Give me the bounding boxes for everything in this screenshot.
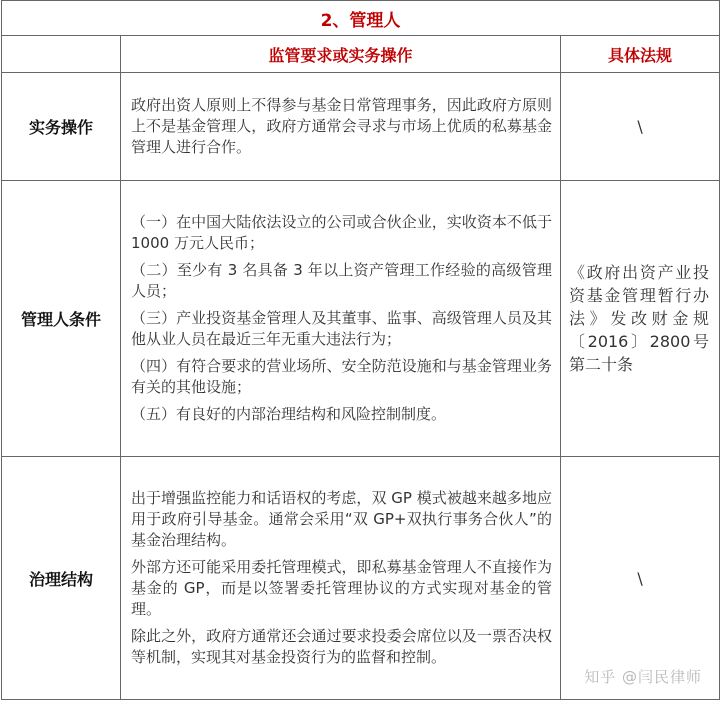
table-row (2, 73, 720, 181)
row-content (121, 457, 561, 700)
row-content (121, 73, 561, 181)
header-requirements: 监管要求或实务操作 (121, 36, 561, 73)
header-regulations: 具体法规 (561, 36, 720, 73)
paragraph: （四）有符合要求的营业场所、安全防范设施和与基金管理业务有关的其他设施； (131, 357, 552, 396)
paragraph: （三）产业投资基金管理人及其董事、监事、高级管理人员及其他从业人员在最近三年无重大违法行为； (131, 309, 552, 348)
manager-table (1, 0, 720, 700)
paragraph: 除此之外，政府方通常还会通过要求投委会席位以及一票否决权等机制，实现其对基金投资行为的监督和控制。 (131, 627, 552, 666)
paragraph: （五）有良好的内部治理结构和风险控制制度。 (131, 405, 447, 423)
paragraph: （二）至少有 3 名具备 3 年以上资产管理工作经验的高级管理人员； (131, 261, 552, 300)
paragraph: （一）在中国大陆依法设立的公司或合伙企业，实收资本不低于 1000 万元人民币； (131, 213, 552, 252)
watermark: 知乎 @闫民律师 (584, 668, 702, 686)
title-row (2, 1, 720, 36)
header-row (2, 36, 720, 73)
row-content (121, 181, 561, 457)
row-label: 管理人条件 (2, 181, 121, 457)
paragraph: 政府出资人原则上不得参与基金日常管理事务，因此政府方原则上不是基金管理人，政府方通常会寻求与市场上优质的私募基金管理人进行合作。 (131, 96, 552, 156)
table-title: 2、管理人 (2, 1, 720, 36)
header-empty-cell (2, 36, 121, 73)
row-law: \ (561, 457, 720, 700)
table-row (2, 181, 720, 457)
row-law: \ (561, 73, 720, 181)
row-label: 治理结构 (2, 457, 121, 700)
table-row (2, 457, 720, 700)
paragraph: 外部方还可能采用委托管理模式，即私募基金管理人不直接作为基金的 GP，而是以签署委托管理协议的方式实现对基金的管理。 (131, 558, 552, 618)
row-label: 实务操作 (2, 73, 121, 181)
row-law: 《政府出资产业投资基金管理暂行办法》发改财金规〔2016〕2800号第二十条 (561, 181, 720, 457)
paragraph: 出于增强监控能力和话语权的考虑，双 GP 模式被越来越多地应用于政府引导基金。通常会采用“双 GP+双执行事务合伙人”的基金治理结构。 (131, 489, 552, 549)
